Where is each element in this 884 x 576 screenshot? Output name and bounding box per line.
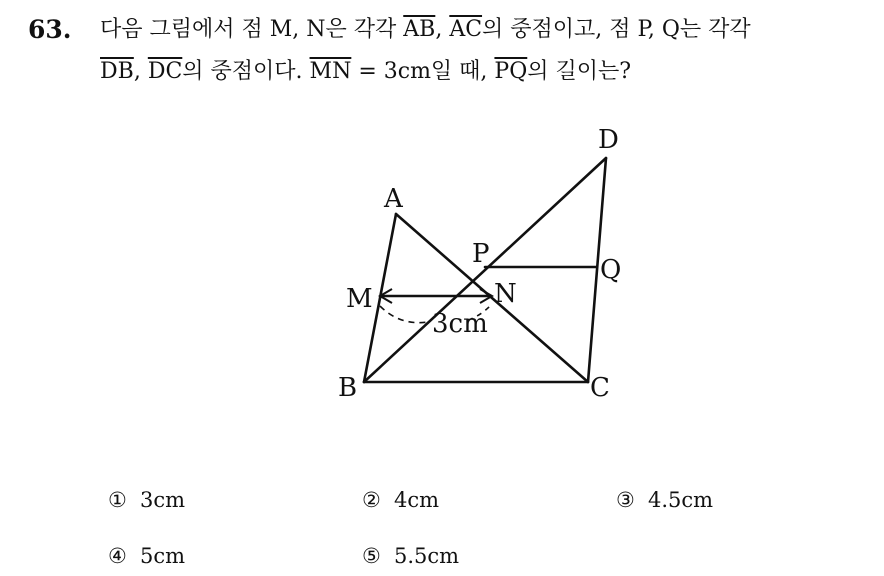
question-text: 의 중점이다. (182, 59, 310, 84)
choice-mark: ⑤ (362, 544, 381, 568)
question-text: = 3cm일 때, (351, 59, 495, 84)
choice-text: 5.5cm (394, 544, 460, 568)
question-line-2 (100, 56, 631, 88)
segment-mn: $\overline{MN}$ (309, 59, 352, 84)
geometry-figure (300, 110, 660, 410)
question-line-1 (100, 14, 751, 46)
choice-text: 5cm (140, 544, 186, 568)
label-c: C (590, 373, 610, 403)
label-m: M (346, 284, 373, 314)
figure-svg (300, 110, 660, 410)
choice-mark: ③ (616, 488, 635, 512)
question-number: 63. (28, 15, 72, 44)
choice-1[interactable] (108, 486, 185, 514)
choice-text: 3cm (140, 488, 186, 512)
choice-5[interactable] (362, 542, 459, 570)
choice-mark: ④ (108, 544, 127, 568)
segment-ab: $\overline{AB}$ (403, 17, 436, 42)
question-text: 의 중점이고, 점 P, Q는 각각 (482, 17, 751, 42)
choice-2[interactable] (362, 486, 439, 514)
segment-dc: $\overline{DC}$ (147, 59, 183, 84)
length-arc (380, 306, 428, 323)
question-text: 다음 그림에서 점 M, N은 각각 (100, 17, 404, 42)
label-p: P (472, 239, 490, 269)
segment-pq: $\overline{PQ}$ (494, 59, 528, 84)
label-b: B (338, 373, 358, 403)
question-text: , (133, 59, 148, 84)
choice-mark: ① (108, 488, 127, 512)
label-q: Q (600, 255, 622, 285)
choice-3[interactable] (616, 486, 713, 514)
label-n: N (494, 279, 517, 309)
length-label: 3cm (432, 309, 488, 339)
choice-text: 4cm (394, 488, 440, 512)
segment-ac: $\overline{AC}$ (449, 17, 483, 42)
label-d: D (598, 125, 619, 155)
choice-mark: ② (362, 488, 381, 512)
question-text: , (435, 17, 450, 42)
label-a: A (384, 184, 403, 214)
segment-db: $\overline{DB}$ (100, 59, 134, 84)
answer-choices (108, 486, 848, 576)
question-text: 의 길이는? (527, 59, 632, 84)
line-ac (396, 214, 588, 382)
choice-text: 4.5cm (648, 488, 714, 512)
choice-4[interactable] (108, 542, 185, 570)
segment-mn-arrow (380, 289, 492, 303)
